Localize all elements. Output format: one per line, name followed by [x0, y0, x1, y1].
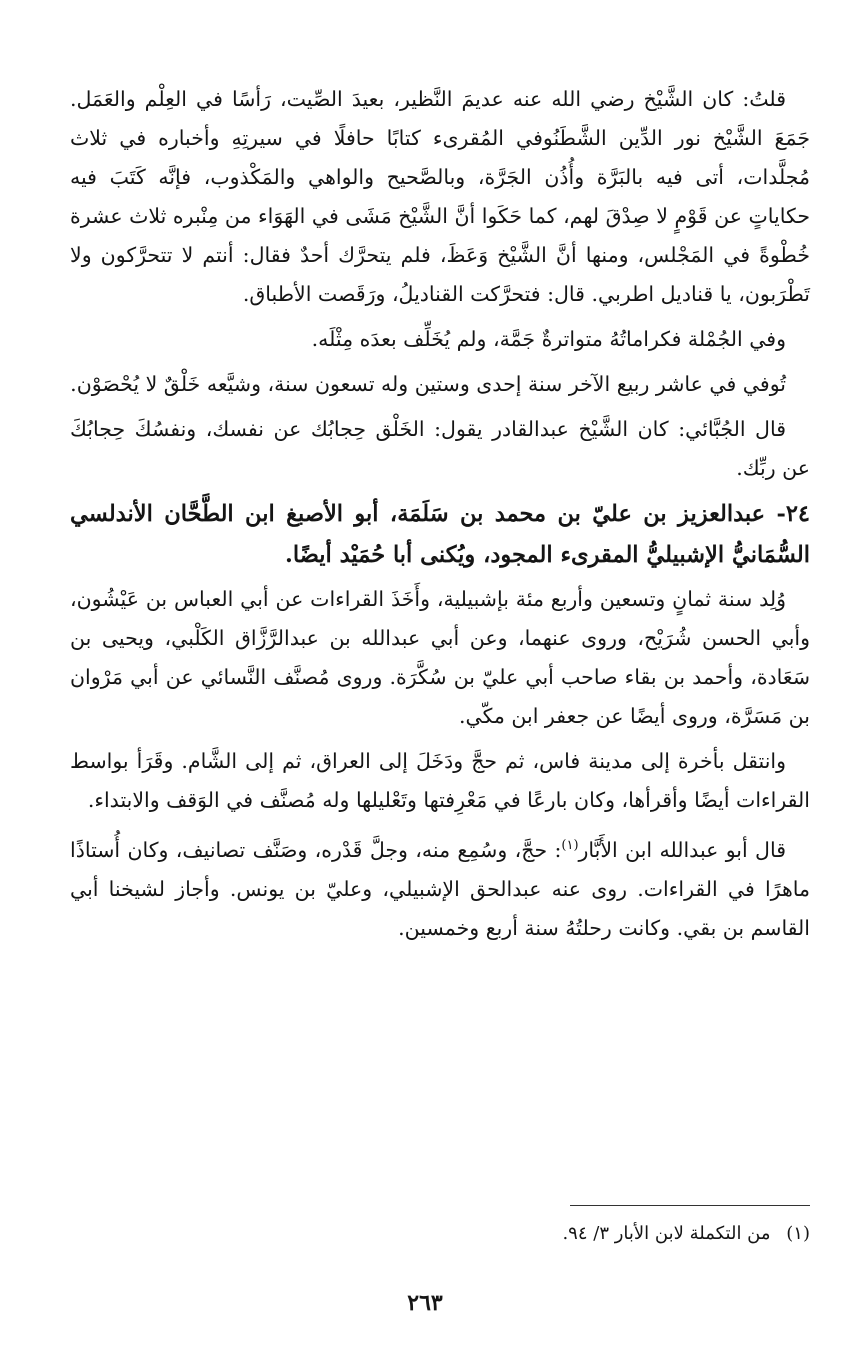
- page-number: ٢٦٣: [407, 1290, 443, 1316]
- paragraph-karamat-story: قلتُ: كان الشَّيْخ رضي الله عنه عديمَ النَّظير، بعيدَ الصِّيت، رَأسًا في العِلْم والعَمَل. جَمَعَ الشَّيْخ نور الدِّين الشَّطَنُوفي المُقرىء كتابًا حافلًا في سيرتِهِ وأخباره في ثلاث مُجلَّدات، أتى فيه بالبَرَّة وأُذُن الجَرَّة، وبالصَّحيح والواهي والمَكْذوب، فإنَّه كَتَبَ فيه حكاياتٍ عن قَوْمٍ لا صِدْقَ لهم، كما حَكَوا أنَّ الشَّيْخ مَشَى في الهَوَاء من مِنْبره ثلاث عشرة خُطْوةً في المَجْلس، ومنها أنَّ الشَّيْخ وَعَظَ، فلم يتحرَّك أحدٌ فقال: أنتم لا تتحرَّكون ولا تَطْرَبون، يا قناديل اطربي. قال: فتحرَّكت القناديلُ، ورَقَصت الأطباق.: [70, 87, 810, 306]
- footnote-number: (١): [786, 1223, 810, 1244]
- footnote-reference[interactable]: (١): [561, 838, 579, 853]
- citation-body: : حجَّ، وسُمِع منه، وجلَّ قَدْره، وصَنَّف تصانيف، وكان أُستاذًا ماهرًا في القراءات. روى عنه عبدالحق الإشبيلي، وعليّ بن يونس. وأجاز لشيخنا أبي القاسم بن بقي. وكانت رحلتُهُ سنة أربع وخمسين.: [70, 837, 810, 940]
- paragraph-travels: وانتقل بأخرة إلى مدينة فاس، ثم حجَّ ودَخَلَ إلى العراق، ثم إلى الشَّام. وقَرَأ بواسط القراءات أيضًا وأقرأها، وكان بارعًا في مَعْرِفتها وتَعْليلها وله مُصنَّف في الوَقف والابتداء.: [70, 749, 810, 812]
- paragraph-birth-teachers: وُلِد سنة ثمانٍ وتسعين وأربع مئة بإشبيلية، وأَخَذَ القراءات عن أبي العباس بن عَيْشُون، وأبي الحسن شُرَيْح، وروى عنهما، وعن أبي عبدالله بن عبدالرَّزَّاق الكَلْبي، ويحيى بن سَعَادة، وأحمد بن بقاء صاحب أبي عليّ بن سُكَّرَة. وروى مُصنَّف النَّسائي عن أبي مَرْوان بن مَسَرَّة، وروى أيضًا عن جعفر ابن مكّي.: [70, 587, 810, 728]
- entry-heading: ٢٤- عبدالعزيز بن عليّ بن محمد بن سَلَمَة، أبو الأصبغ ابن الطَّحَّان الأندلسي السُّمَانيُّ الإشبيليُّ المقرىء المجود، ويُكنى أبا حُمَيْد أيضًا.: [70, 501, 810, 568]
- footnote-divider: [570, 1205, 810, 1206]
- paragraph-death: تُوفي في عاشر ربيع الآخر سنة إحدى وستين وله تسعون سنة، وشيَّعه خَلْقٌ لا يُحْصَوْن.: [70, 372, 786, 396]
- paragraph-jubbai-quote: قال الجُبَّائي: كان الشَّيْخ عبدالقادر يقول: الخَلْق حِجابُك عن نفسك، ونفسُكَ حِجابُكَ عن ربِّك.: [70, 417, 810, 480]
- paragraph-miracles: وفي الجُمْلة فكراماتُهُ متواترةٌ جَمَّة، ولم يُخَلِّف بعدَه مِثْلَه.: [311, 327, 786, 351]
- citation-lead: قال أبو عبدالله ابن الأَبَّار: [578, 837, 786, 862]
- footnote: [70, 1220, 810, 1248]
- footnote-text: من التكملة لابن الأبار ٣/ ٩٤.: [562, 1223, 771, 1244]
- page-body: [70, 80, 810, 954]
- paragraph-ibn-al-abbar: [70, 826, 810, 948]
